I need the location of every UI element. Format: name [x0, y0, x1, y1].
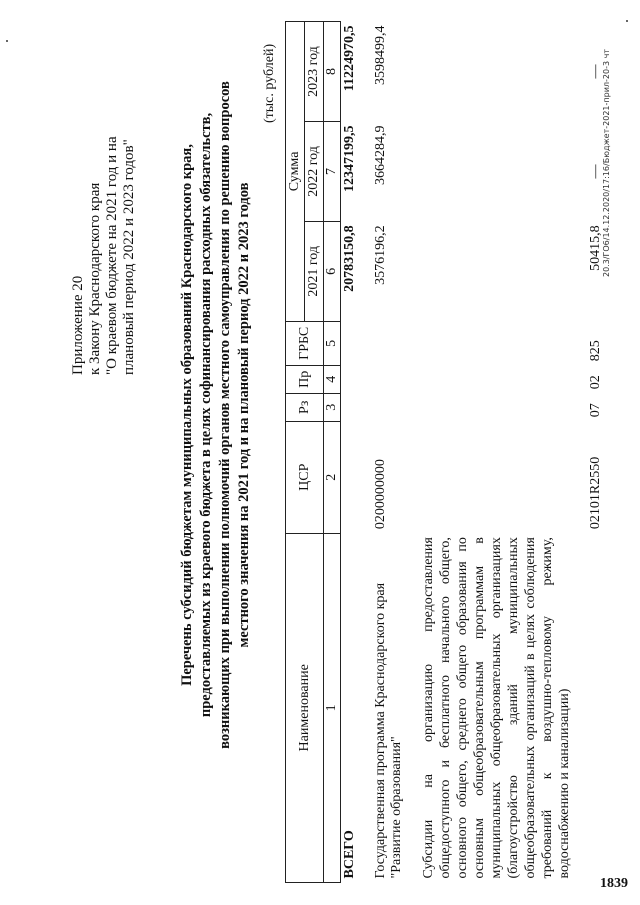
- program-csr: 0200000000: [373, 459, 388, 530]
- header-grbs: ГРБС: [286, 321, 324, 365]
- header-name: Наименование: [286, 533, 324, 882]
- appendix-line: "О краевом бюджете на 2021 год и на: [104, 136, 120, 375]
- document-title: [178, 25, 254, 805]
- column-number: 1: [324, 533, 341, 882]
- subsidy-2023: —: [588, 64, 603, 79]
- header-2023: 2023 год: [305, 22, 324, 122]
- header-2021: 2021 год: [305, 221, 324, 321]
- subsidy-2022: —: [588, 164, 603, 179]
- total-label: ВСЕГО: [342, 830, 357, 879]
- column-number: 4: [324, 365, 341, 393]
- subsidy-rz: 07: [588, 403, 603, 418]
- column-number: 7: [324, 122, 341, 222]
- total-2022: 12347199,5: [342, 125, 357, 192]
- appendix-line: плановый период 2022 и 2023 годов": [121, 139, 137, 375]
- subsidy-grbs: 825: [588, 340, 603, 362]
- program-row: [359, 22, 406, 883]
- scan-speck: [6, 40, 8, 42]
- title-line: предоставляемых из краевого бюджета в целях софинансирования расходных обязательств,: [198, 112, 214, 718]
- header-sum: Сумма: [286, 22, 305, 322]
- header-2022: 2022 год: [305, 122, 324, 222]
- appendix-header: [70, 15, 138, 375]
- title-line: возникающих при выполнении полномочий органов местного самоуправления по решению вопросов: [217, 81, 233, 749]
- header-rz: Рз: [286, 393, 324, 421]
- program-2023: 3598499,4: [373, 25, 388, 85]
- appendix-line: к Закону Краснодарского края: [87, 182, 103, 375]
- program-2021: 3576196,2: [373, 225, 388, 285]
- header-csr: ЦСР: [286, 421, 324, 533]
- subsidy-csr: 02101R2550: [588, 456, 603, 530]
- subsidy-pr: 02: [588, 375, 603, 390]
- units-label: (тыс. рублей): [262, 43, 277, 123]
- column-number: 8: [324, 22, 341, 122]
- column-number: 6: [324, 221, 341, 321]
- footer-stamp: 20.3/ГО6/14.12.2020/17:16/Бюджет-2021-прил-20-3 чт: [602, 49, 611, 277]
- total-2021: 20783150,8: [342, 225, 357, 292]
- total-row: [341, 22, 360, 883]
- subsidy-name: Субсидии на организацию предоставления общедоступного и бесплатного начального общего, основного общего, среднего общего образования по основным общеобразовательным программам в муниципальных общеобразовательных организациях (благоустройство зданий муниципальных общеобразовательных организаций в целях соблюдения требований к воздушно-тепловому режиму, водоснабжению и канализации): [421, 537, 572, 879]
- page-number: 1839: [600, 876, 628, 891]
- subsidy-row: [406, 22, 605, 883]
- scan-speck: [626, 20, 628, 22]
- subsidy-table: [285, 21, 605, 883]
- total-2023: 11224970,5: [342, 25, 357, 92]
- title-line: Перечень субсидий бюджетам муниципальных образований Краснодарского края,: [179, 144, 195, 686]
- column-number: 2: [324, 421, 341, 533]
- header-pr: Пр: [286, 365, 324, 393]
- title-line: местного значения на 2021 год и на плановый период 2022 и 2023 годов: [236, 182, 252, 648]
- program-name: Государственная программа Краснодарского края "Развитие образования": [373, 582, 404, 879]
- column-number: 3: [324, 393, 341, 421]
- appendix-line: Приложение 20: [70, 275, 86, 375]
- program-2022: 3664284,9: [373, 125, 388, 185]
- column-number: 5: [324, 321, 341, 365]
- subsidy-2021: 50415,8: [588, 225, 603, 271]
